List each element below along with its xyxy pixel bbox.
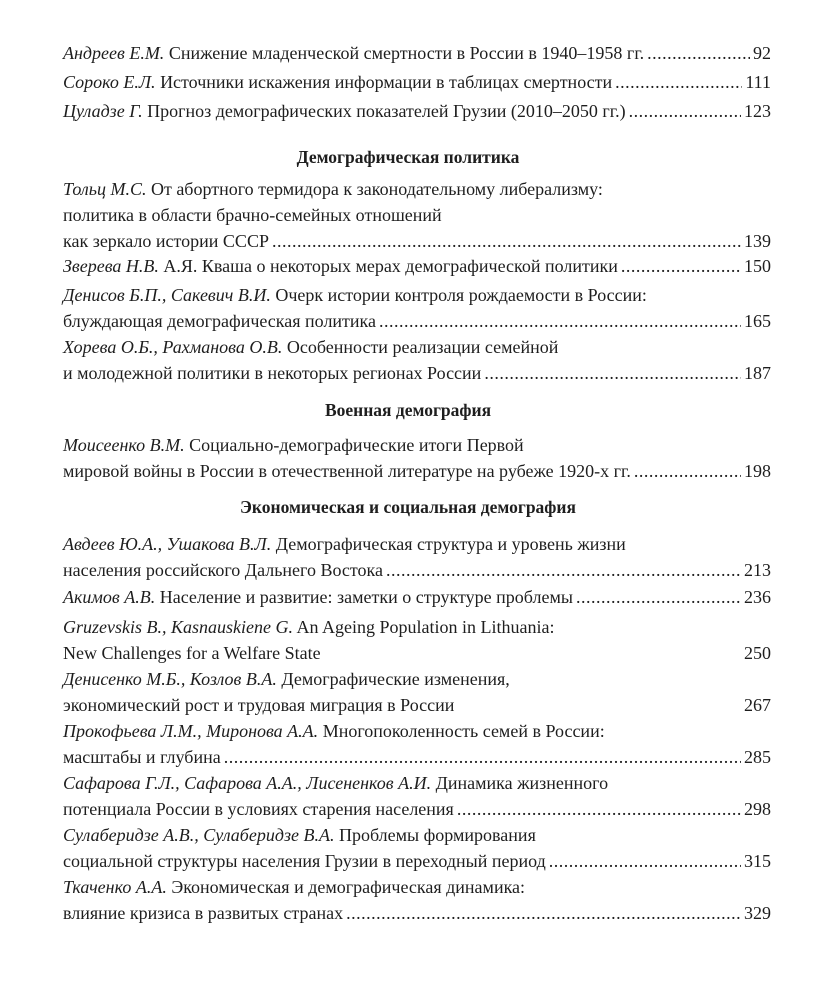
entry-page-number: 111 <box>745 72 771 92</box>
entry-authors: Денисов Б.П., Сакевич В.И. <box>63 285 271 305</box>
entry-page-number: 198 <box>744 461 771 481</box>
entry-authors: Gruzevskis B., Kasnauskiene G. <box>63 617 293 637</box>
entry-authors: Авдеев Ю.А., Ушакова В.Л. <box>63 534 272 554</box>
toc-entry <box>63 531 771 583</box>
entry-page-number: 267 <box>744 695 771 715</box>
toc-entry <box>63 282 771 334</box>
dot-leader <box>484 360 741 386</box>
entry-page-number: 139 <box>744 231 771 251</box>
entry-title-line: мировой войны в России в отечественной литературе на рубеже 1920-х гг. <box>63 461 631 481</box>
entry-authors: Акимов А.В. <box>63 587 156 607</box>
entry-page-number: 315 <box>744 851 771 871</box>
dot-leader <box>576 584 741 610</box>
dot-leader <box>634 458 741 484</box>
dot-leader <box>224 744 741 770</box>
entry-title-line: потенциала России в условиях старения населения <box>63 799 454 819</box>
toc-entry <box>63 40 771 66</box>
entry-title-line: Очерк истории контроля рождаемости в России: <box>275 285 647 305</box>
entry-page-number: 165 <box>744 311 771 331</box>
entry-authors: Ткаченко А.А. <box>63 877 167 897</box>
toc-entry <box>63 432 771 484</box>
entry-authors: Хорева О.Б., Рахманова О.В. <box>63 337 283 357</box>
entry-title-line: Социально-демографические итоги Первой <box>189 435 524 455</box>
dot-leader <box>379 308 741 334</box>
entry-title-line: От абортного термидора к законодательному либерализму: <box>150 179 603 199</box>
toc-entry <box>63 334 771 386</box>
entry-page-number: 285 <box>744 747 771 767</box>
dot-leader <box>549 848 741 874</box>
entry-title: Источники искажения информации в таблицах смертности <box>160 72 613 92</box>
entry-title-line: как зеркало истории СССР <box>63 231 269 251</box>
toc-entry <box>63 253 771 279</box>
entry-authors: Сафарова Г.Л., Сафарова А.А., Лисененков А.И. <box>63 773 432 793</box>
entry-authors: Сулаберидзе А.В., Сулаберидзе В.А. <box>63 825 335 845</box>
entry-page-number: 250 <box>744 643 771 663</box>
section-heading: Экономическая и социальная демография <box>240 497 576 517</box>
entry-title-line: Особенности реализации семейной <box>286 337 559 357</box>
entry-title-line: политика в области брачно-семейных отношений <box>63 205 442 225</box>
entry-title-line: блуждающая демографическая политика <box>63 311 377 331</box>
entry-page-number: 123 <box>744 101 771 121</box>
entry-title-line: влияние кризиса в развитых странах <box>63 903 344 923</box>
entry-title-line: Проблемы формирования <box>338 825 536 845</box>
entry-authors: Денисенко М.Б., Козлов В.А. <box>63 669 277 689</box>
dot-leader <box>647 40 750 66</box>
entry-page-number: 150 <box>744 256 771 276</box>
toc-entry <box>63 874 771 926</box>
entry-title: А.Я. Кваша о некоторых мерах демографической политики <box>163 256 618 276</box>
dot-leader <box>621 253 741 279</box>
entry-title-line: экономический рост и трудовая миграция в России <box>63 695 455 715</box>
entry-title: Прогноз демографических показателей Грузии (2010–2050 гг.) <box>147 101 626 121</box>
entry-authors: Андреев Е.М. <box>63 43 165 63</box>
toc-entry <box>63 770 771 822</box>
entry-authors: Сороко Е.Л. <box>63 72 156 92</box>
entry-title-line: социальной структуры населения Грузии в переходный период <box>63 851 546 871</box>
toc-entry <box>63 666 771 718</box>
entry-title-line: Экономическая и демографическая динамика: <box>171 877 526 897</box>
entry-title-line: населения российского Дальнего Востока <box>63 560 383 580</box>
entry-title-line: Многопоколенность семей в России: <box>322 721 605 741</box>
entry-title: Население и развитие: заметки о структуре проблемы <box>159 587 573 607</box>
entry-authors: Зверева Н.В. <box>63 256 159 276</box>
dot-leader <box>615 69 742 95</box>
toc-entry <box>63 822 771 874</box>
entry-title-line: масштабы и глубина <box>63 747 221 767</box>
entry-authors: Моисеенко В.М. <box>63 435 185 455</box>
entry-title-line: An Ageing Population in Lithuania: <box>296 617 555 637</box>
entry-page-number: 236 <box>744 587 771 607</box>
entry-page-number: 329 <box>744 903 771 923</box>
entry-page-number: 298 <box>744 799 771 819</box>
section-heading: Военная демография <box>324 400 492 420</box>
entry-title-line: Демографическая структура и уровень жизни <box>275 534 626 554</box>
entry-page-number: 187 <box>744 363 771 383</box>
toc-entry <box>63 69 771 95</box>
entry-authors: Цуладзе Г. <box>63 101 143 121</box>
toc-entry <box>63 614 771 666</box>
toc-entry <box>63 718 771 770</box>
dot-leader <box>346 900 741 926</box>
entry-title-line: New Challenges for a Welfare State <box>63 643 321 663</box>
dot-leader <box>386 557 741 583</box>
dot-leader <box>629 98 741 124</box>
entry-title: Снижение младенческой смертности в России в 1940–1958 гг. <box>168 43 645 63</box>
toc-entry <box>63 176 771 254</box>
entry-page-number: 213 <box>744 560 771 580</box>
entry-authors: Тольц М.С. <box>63 179 147 199</box>
toc-entry <box>63 98 771 124</box>
dot-leader <box>457 796 741 822</box>
dot-leader <box>272 228 741 254</box>
entry-title-line: Демографические изменения, <box>281 669 510 689</box>
entry-title-line: и молодежной политики в некоторых регионах России <box>63 363 482 383</box>
entry-page-number: 92 <box>753 43 771 63</box>
section-heading: Демографическая политика <box>296 147 520 167</box>
entry-authors: Прокофьева Л.М., Миронова А.А. <box>63 721 319 741</box>
entry-title-line: Динамика жизненного <box>435 773 609 793</box>
toc-entry <box>63 584 771 610</box>
